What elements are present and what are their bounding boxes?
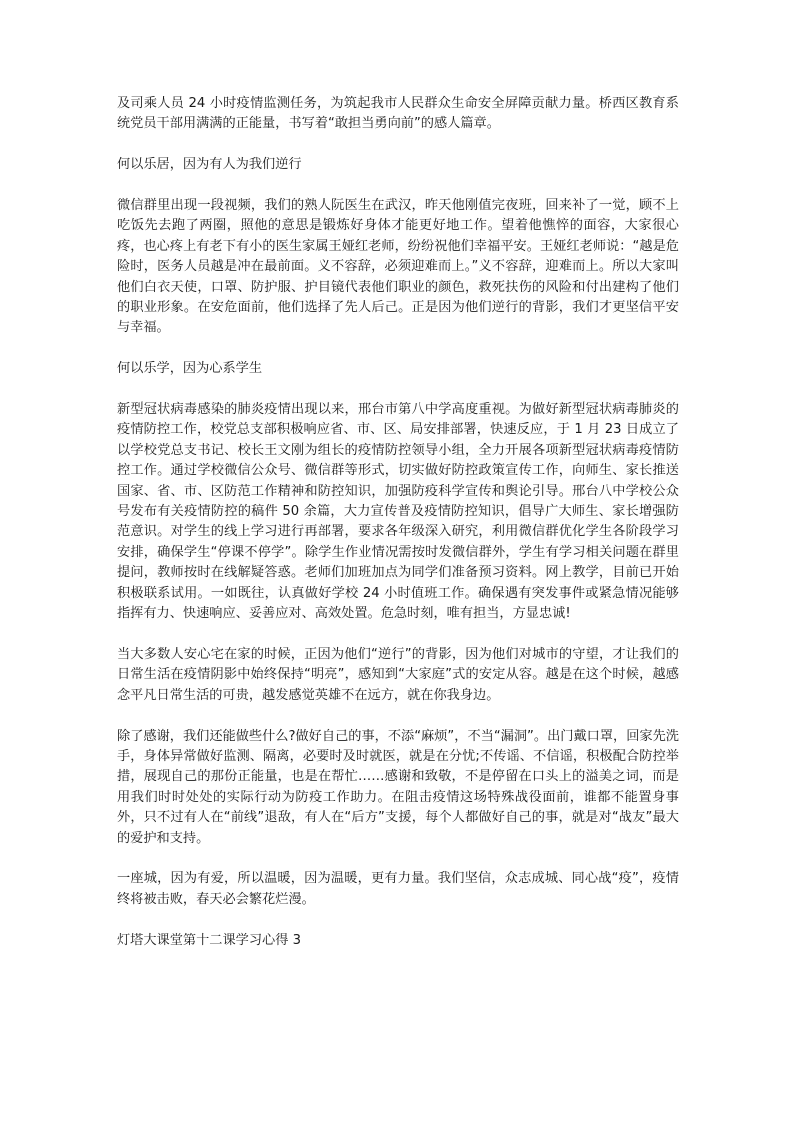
section-heading-next: 灯塔大课堂第十二课学习心得 3	[117, 932, 302, 948]
document-body	[117, 94, 679, 971]
paragraph-gratitude: 除了感谢，我们还能做些什么?做好自己的事，不添“麻烦”，不当“漏洞”。出门戴口罩，回家先洗手，身体异常做好监测、隔离，必要时及时就医，就是在分忧;不传谣、不信谣，积极配合防控举措，展现自己的那份正能量，也是在帮忙……感谢和致敬，不是停留在口头上的溢美之词，而是用我们时时处处的实际行动为防疫工作助力。在阻击疫情这场特殊战役面前，谁都不能置身事外，只不过有人在“前线”退敌，有人在“后方”支援，每个人都做好自己的事，就是对“战友”最大的爱护和支持。	[117, 728, 679, 846]
paragraph-school: 新型冠状病毒感染的肺炎疫情出现以来，邢台市第八中学高度重视。为做好新型冠状病毒肺炎的疫情防控工作，校党总支部积极响应省、市、区、局安排部署，快速反应，于 1 月 23 日成立了以学校党总支书记、校长王文刚为组长的疫情防控领导小组，全力开展各项新型冠状病毒疫情防控工作。通过学校微信公众号、微信群等形式，切实做好防控政策宣传工作，向师生、家长推送国家、省、市、区防范工作精神和防控知识，加强防疫科学宣传和舆论引导。邢台八中学校公众号发布有关疫情防控的稿件 50 余篇，大力宣传普及疫情防控知识，倡导广大师生、家长增强防范意识。对学生的线上学习进行再部署，要求各年级深入研究，利用微信群优化学生各阶段学习安排，确保学生“停课不停学”。除学生作业情况需按时发微信群外，学生有学习相关问题在群里提问，教师按时在线解疑答惑。老师们加班加点为同学们准备预习资料。网上教学，目前已开始积极联系试用。一如既往，认真做好学校 24 小时值班工作。确保遇有突发事件或紧急情况能够指挥有力、快速响应、妥善应对、高效处置。危急时刻，唯有担当，方显忠诚!	[117, 402, 679, 622]
paragraph-doctor: 微信群里出现一段视频，我们的熟人阮医生在武汉，昨天他刚值完夜班，回来补了一觉，顾不上吃饭先去跑了两圈，照他的意思是锻炼好身体才能更好地工作。望着他憔悴的面容，大家很心疼，也心疼上有老下有小的医生家属王娅红老师，纷纷祝他们幸福平安。王娅红老师说：“越是危险时，医务人员越是冲在最前面。义不容辞，必须迎难而上。”义不容辞，迎难而上。所以大家叫他们白衣天使，口罩、防护服、护目镜代表他们职业的颜色，救死扶伤的风险和付出建构了他们的职业形象。在安危面前，他们选择了先人后己。正是因为他们逆行的背影，我们才更坚信平安与幸福。	[117, 198, 679, 336]
paragraph-home: 当大多数人安心宅在家的时候，正因为他们“逆行”的背影，因为他们对城市的守望，才让我们的日常生活在疫情阴影中始终保持“明亮”，感知到“大家庭”式的安定从容。越是在这个时候，越感念平凡日常生活的可贵，越发感觉英雄不在远方，就在你我身边。	[117, 646, 679, 703]
section-heading-leju: 何以乐居，因为有人为我们逆行	[117, 157, 302, 173]
section-heading-lexue: 何以乐学，因为心系学生	[117, 361, 263, 377]
paragraph-intro: 及司乘人员 24 小时疫情监测任务，为筑起我市人民群众生命安全屏障贡献力量。桥西区教育系统党员干部用满满的正能量，书写着“敢担当勇向前”的感人篇章。	[117, 96, 679, 132]
paragraph-city: 一座城，因为有爱，所以温暖，因为温暖，更有力量。我们坚信，众志成城、同心战“疫”，疫情终将被击败，春天必会繁花烂漫。	[117, 871, 679, 907]
